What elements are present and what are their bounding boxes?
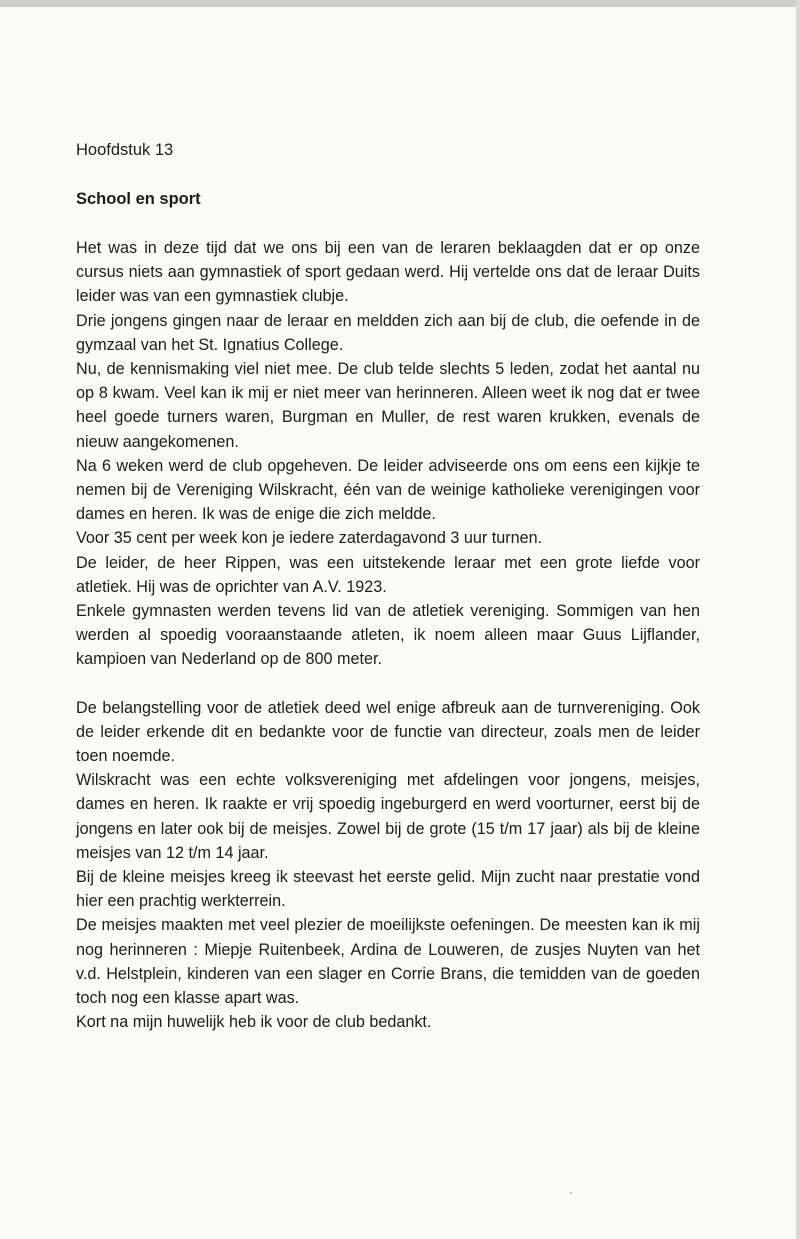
paragraph: Voor 35 cent per week kon je iedere zaterdagavond 3 uur turnen. (76, 529, 543, 548)
paragraph: De belangstelling voor de atletiek deed wel enige afbreuk aan de turnvereniging. Ook de leider erkende dit en bedankte voor de functie van directeur, zoals men de leider toen noemde. (76, 698, 700, 766)
scan-speck (570, 1192, 572, 1194)
paragraph: Het was in deze tijd dat we ons bij een van de leraren beklaagden dat er op onze cursus niets aan gymnastiek of sport gedaan werd. Hij vertelde ons dat de leraar Duits leider was van een gymnastiek clubje. (76, 239, 700, 306)
paragraph: Bij de kleine meisjes kreeg ik steevast het eerste gelid. Mijn zucht naar prestatie vond hier een prachtig werkterrein. (76, 868, 700, 911)
scan-top-edge (0, 0, 800, 7)
paragraph: Nu, de kennismaking viel niet mee. De club telde slechts 5 leden, zodat het aantal nu op 8 kwam. Veel kan ik mij er niet meer van herinneren. Alleen weet ik nog dat er twee heel goede turners waren, Burgman en Muller, de rest waren krukken, evenals de nieuw aangekomenen. (76, 360, 700, 451)
body-text (76, 236, 700, 1035)
paragraph: De leider, de heer Rippen, was een uitstekende leraar met een grote liefde voor atletiek. Hij was de oprichter van A.V. 1923. (76, 553, 700, 596)
paragraph: Enkele gymnasten werden tevens lid van de atletiek vereniging. Sommigen van hen werden al spoedig vooraanstaande atleten, ik noem alleen maar Guus Lijflander, kampioen van Nederland op de 800 meter. (76, 602, 700, 669)
scan-right-edge (796, 0, 800, 1239)
paragraph: De meisjes maakten met veel plezier de moeilijkste oefeningen. De meesten kan ik mij nog herinneren : Miepje Ruitenbeek, Ardina de Louweren, de zusjes Nuyten van het v.d. Helstplein, kinderen van een slager en Corrie Brans, die temidden van de goeden toch nog een klasse apart was. (76, 916, 700, 1008)
chapter-label: Hoofdstuk 13 (76, 141, 174, 159)
paragraph: Kort na mijn huwelijk heb ik voor de club bedankt. (76, 1013, 432, 1032)
chapter-title: School en sport (76, 190, 201, 208)
paragraph: Na 6 weken werd de club opgeheven. De leider adviseerde ons om eens een kijkje te nemen bij de Vereniging Wilskracht, één van de weinige katholieke verenigingen voor dames en heren. Ik was de enige die zich meldde. (76, 456, 700, 524)
paragraph: Drie jongens gingen naar de leraar en meldden zich aan bij de club, die oefende in de gymzaal van het St. Ignatius College. (76, 311, 700, 354)
paragraph: Wilskracht was een echte volksvereniging met afdelingen voor jongens, meisjes, dames en heren. Ik raakte er vrij spoedig ingeburgerd en werd voorturner, eerst bij de jongens en later ook bij de meisjes. Zowel bij de grote (15 t/m 17 jaar) als bij de kleine meisjes van 12 t/m 14 jaar. (76, 771, 700, 862)
